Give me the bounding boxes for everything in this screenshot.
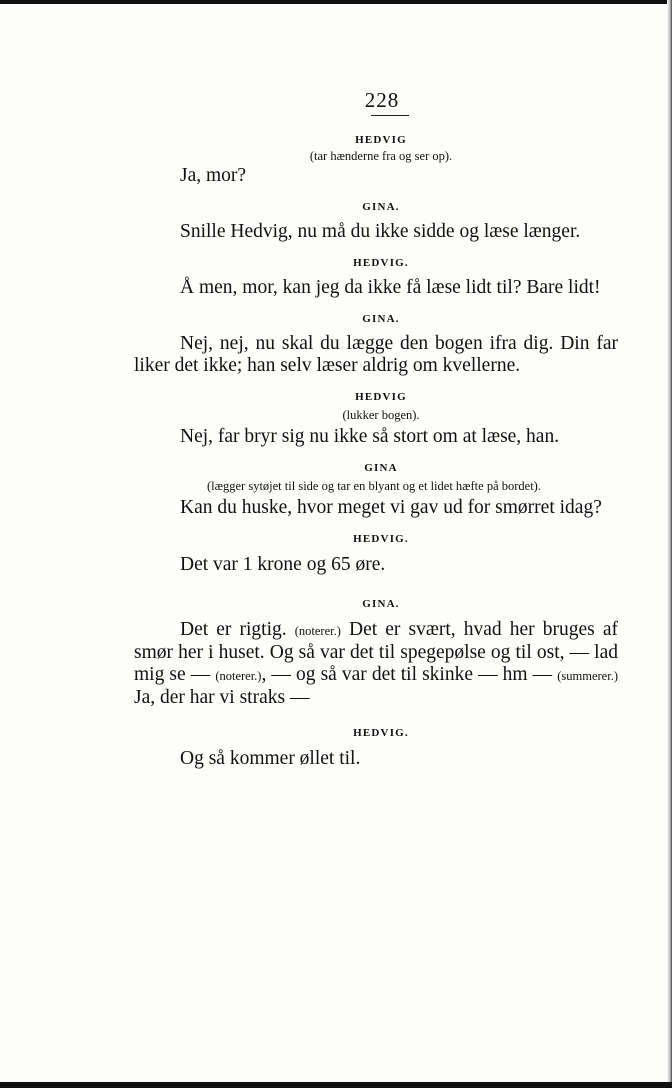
inline-stage-direction: (summerer.) [557, 669, 618, 683]
dialogue-text: Ja, der har vi straks — [134, 687, 310, 708]
inline-stage-direction: (noterer.) [215, 669, 262, 683]
dialogue-line [134, 619, 618, 709]
speaker-name: GINA [364, 462, 398, 474]
dialogue-line: Det var 1 krone og 65 øre. [180, 554, 386, 575]
speaker-name: HEDVIG. [353, 533, 409, 545]
stage-direction: (lukker bogen). [342, 408, 420, 422]
speaker-name: HEDVIG [355, 391, 407, 403]
dialogue-line: Og så kommer øllet til. [180, 748, 361, 769]
speaker-name: HEDVIG. [353, 257, 409, 269]
stage-direction: (lægger sytøjet til side og tar en blyant og et lidet hæfte på bordet). [207, 479, 541, 493]
dialogue-line: Snille Hedvig, nu må du ikke sidde og læse længer. [180, 221, 581, 242]
dialogue-text: Det er rigtig. [180, 619, 295, 640]
page-right-edge [667, 0, 672, 1088]
dialogue-text: Det er svært, hvad her bruges af smør her i huset. Og så var det til spegepølse og til ost, — lad mig se — [134, 619, 619, 685]
dialogue-line: Kan du huske, hvor meget vi gav ud for smørret idag? [180, 497, 602, 518]
inline-stage-direction: (noterer.) [294, 624, 341, 638]
speaker-name: HEDVIG. [353, 727, 409, 739]
page-number: 228 [364, 88, 400, 112]
dialogue-line: Ja, mor? [180, 165, 247, 186]
page-top-edge [0, 0, 672, 4]
speaker-name: HEDVIG [355, 134, 407, 146]
dialogue-line: Å men, mor, kan jeg da ikke få læse lidt til? Bare lidt! [180, 277, 601, 298]
stage-direction: (tar hænderne fra og ser op). [309, 149, 453, 163]
page-bottom-edge [0, 1082, 672, 1088]
dialogue-line: Nej, nej, nu skal du lægge den bogen ifra dig. Din far liker det ikke; han selv læser aldrig om kvellerne. [134, 333, 618, 376]
speaker-name: GINA. [362, 201, 400, 213]
dialogue-line: Nej, far bryr sig nu ikke så stort om at læse, han. [180, 426, 560, 447]
speaker-name: GINA. [362, 598, 400, 610]
speaker-name: GINA. [362, 313, 400, 325]
page-number-rule [371, 115, 409, 116]
dialogue-text: , — og så var det til skinke — hm — [261, 664, 558, 685]
book-page [134, 88, 618, 770]
